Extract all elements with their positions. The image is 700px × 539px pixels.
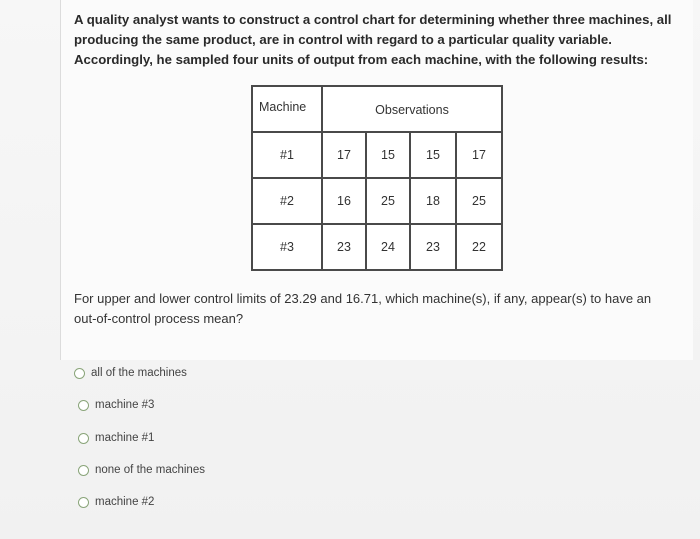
option-label: machine #2 — [95, 496, 155, 508]
question-text: A quality analyst wants to construct a control chart for determining whether three machines, all producing the same product, are in control with regard to a particular quality variable. Accordingly, he sampled four units of output from each machine, with the following results: — [74, 12, 672, 67]
option-label: all of the machines — [91, 367, 187, 379]
observation-cell: 22 — [456, 224, 502, 270]
option-machine-2[interactable] — [78, 491, 698, 513]
observation-cell: 23 — [410, 224, 456, 270]
observation-cell: 15 — [366, 132, 410, 178]
radio-button[interactable] — [74, 368, 85, 379]
question-prompt: For upper and lower control limits of 23.29 and 16.71, which machine(s), if any, appear(s) to have an out-of-control process mean? — [74, 291, 652, 326]
option-machine-3[interactable] — [78, 394, 698, 416]
option-none-of-the-machines[interactable] — [78, 459, 698, 481]
option-label: machine #3 — [95, 399, 155, 411]
radio-button[interactable] — [78, 497, 89, 508]
option-label: none of the machines — [95, 464, 205, 476]
observation-cell: 17 — [456, 132, 502, 178]
observation-cell: 24 — [366, 224, 410, 270]
table-row — [252, 224, 502, 270]
radio-button[interactable] — [78, 400, 89, 411]
radio-button[interactable] — [78, 465, 89, 476]
radio-button[interactable] — [78, 433, 89, 444]
observations-table — [251, 85, 503, 271]
option-all-machines[interactable] — [74, 362, 694, 384]
observation-cell: 25 — [456, 178, 502, 224]
table-row — [252, 178, 502, 224]
table-row — [252, 132, 502, 178]
machine-id-cell: #3 — [252, 224, 322, 270]
observation-cell: 18 — [410, 178, 456, 224]
option-label: machine #1 — [95, 432, 155, 444]
observations-header: Observations — [322, 86, 502, 132]
observation-cell: 23 — [322, 224, 366, 270]
machine-id-cell: #1 — [252, 132, 322, 178]
observation-cell: 15 — [410, 132, 456, 178]
machine-header: Machine — [252, 86, 322, 132]
option-machine-1[interactable] — [78, 427, 698, 449]
observation-cell: 25 — [366, 178, 410, 224]
machine-id-cell: #2 — [252, 178, 322, 224]
observation-cell: 16 — [322, 178, 366, 224]
observation-cell: 17 — [322, 132, 366, 178]
